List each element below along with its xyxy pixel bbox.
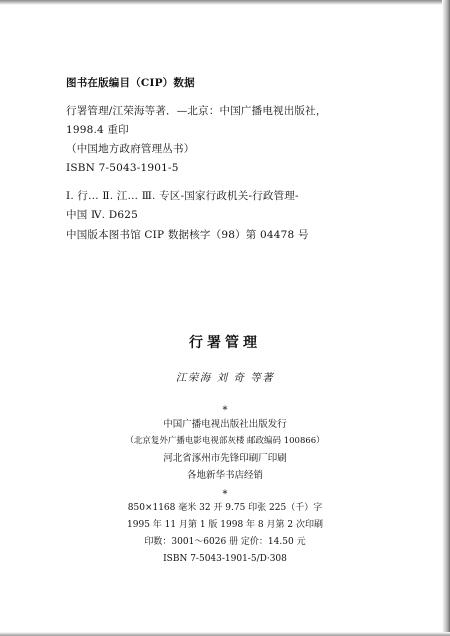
format-line: 850×1168 毫米 32 开 9.75 印张 225（千）字	[127, 503, 323, 513]
edition-line: 1995 年 11 月第 1 版 1998 年 8 月第 2 次印刷	[127, 520, 323, 530]
cip-isbn-line: ISBN 7-5043-1901-5	[66, 162, 179, 174]
book-title: 行署管理	[189, 335, 261, 351]
cip-subjects-line: Ⅰ. 行… Ⅱ. 江… Ⅲ. 专区-国家行政机关-行政管理-	[66, 190, 299, 202]
cip-title-line: 行署管理/江荣海等著．—北京：中国广播电视出版社，	[66, 105, 327, 117]
imprint-separator: *	[222, 489, 228, 500]
book-authors: 江荣海 刘 奇 等著	[175, 372, 275, 384]
scan-top-edge	[0, 0, 450, 5]
publisher-line: 中国广播电视出版社出版发行	[163, 419, 287, 430]
cip-series-line: （中国地方政府管理丛书）	[66, 143, 195, 155]
cip-reprint-line: 1998.4 重印	[66, 124, 129, 136]
print-run-line: 印数：3001～6026 册 定价：14.50 元	[144, 537, 306, 547]
title-separator: *	[222, 405, 228, 416]
scan-bottom-edge	[0, 632, 450, 636]
cip-number-line: 中国版本图书馆 CIP 数据核字（98）第 04478 号	[66, 229, 309, 241]
printer-line: 河北省涿州市先锋印刷厂印刷	[163, 453, 287, 464]
address-line: （北京复外广播电影电视部灰楼 邮政编码 100866）	[125, 436, 325, 446]
full-isbn-line: ISBN 7-5043-1901-5/D·308	[163, 554, 287, 564]
cip-classification-line: 中国 Ⅳ. D625	[66, 209, 138, 221]
distributor-line: 各地新华书店经销	[186, 470, 263, 481]
cip-heading: 图书在版编目（CIP）数据	[66, 77, 195, 89]
